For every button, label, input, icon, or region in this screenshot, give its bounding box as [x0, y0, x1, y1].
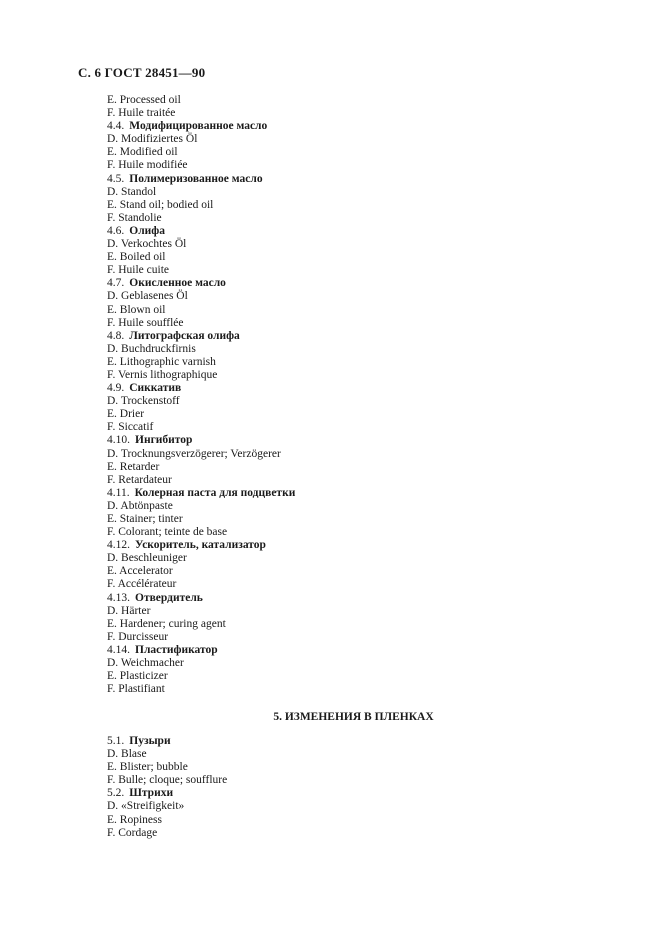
- translation-line: D. Geblasenes Öl: [107, 290, 188, 303]
- translation-line: E. Stand oil; bodied oil: [107, 198, 214, 211]
- term-heading: [107, 120, 295, 133]
- term-number: 4.7.: [107, 277, 125, 290]
- translation-line: E. Plasticizer: [107, 670, 168, 683]
- translation-line: D. Modifiziertes Öl: [107, 133, 198, 146]
- term-name: Полимеризованное масло: [129, 172, 263, 185]
- term-heading: [107, 539, 295, 552]
- term-number: 4.8.: [107, 329, 125, 342]
- term-number: 4.4.: [107, 120, 125, 133]
- translation-line: E. Lithographic varnish: [107, 355, 216, 368]
- translation-line: D. Trocknungsverzögerer; Verzögerer: [107, 447, 281, 460]
- term-number: 4.9.: [107, 382, 125, 395]
- term-number: 4.11.: [107, 486, 130, 499]
- translation-line: D. Standol: [107, 185, 157, 198]
- translation-line: F. Durcisseur: [107, 630, 169, 643]
- term-heading: [107, 330, 295, 343]
- term-name: Олифа: [129, 224, 165, 237]
- term-name: Модифицированное масло: [129, 120, 268, 133]
- translation-line: F. Accélérateur: [107, 578, 177, 591]
- translation-line: D. Verkochtes Öl: [107, 238, 187, 251]
- translation-line: E. Blown oil: [107, 303, 166, 316]
- term-heading: [107, 735, 227, 748]
- term-name: Штрихи: [129, 787, 174, 800]
- term-name: Отвердитель: [135, 591, 203, 604]
- translation-line: F. Plastifiant: [107, 683, 165, 696]
- term-number: 4.10.: [107, 434, 130, 447]
- term-name: Литографская олифа: [129, 329, 240, 342]
- translation-line: E. Hardener; curing agent: [107, 617, 226, 630]
- translation-line: D. Beschleuniger: [107, 552, 187, 565]
- term-heading: [107, 225, 295, 238]
- term-name: Пузыри: [129, 735, 171, 747]
- term-name: Окисленное масло: [129, 277, 226, 290]
- translation-line: E. Ropiness: [107, 813, 162, 826]
- term-number: 5.1.: [107, 735, 125, 747]
- translation-line: E. Boiled oil: [107, 251, 166, 264]
- term-number: 4.13.: [107, 591, 130, 604]
- term-heading: [107, 787, 227, 800]
- page-header: С. 6 ГОСТ 28451—90: [78, 65, 206, 80]
- translation-line: D. Buchdruckfirnis: [107, 342, 196, 355]
- term-number: 5.2.: [107, 787, 125, 800]
- translation-line: D. Abtönpaste: [107, 499, 173, 512]
- translation-line: D. Weichmacher: [107, 657, 184, 670]
- translation-line: E. Drier: [107, 408, 145, 421]
- term-number: 4.5.: [107, 172, 125, 185]
- translation-line: E. Stainer; tinter: [107, 513, 183, 525]
- term-heading: [107, 487, 295, 500]
- translation-line: E. Processed oil: [107, 94, 181, 106]
- translation-line: E. Retarder: [107, 460, 160, 473]
- translation-line: F. Huile soufflée: [107, 316, 184, 329]
- translation-line: D. Blase: [107, 748, 147, 761]
- translation-line: F. Cordage: [107, 826, 158, 839]
- term-number: 4.14.: [107, 643, 130, 656]
- term-number: 4.6.: [107, 224, 125, 237]
- terms-list-section-5: [107, 735, 227, 840]
- term-name: Ингибитор: [135, 434, 193, 447]
- translation-line: F. Vernis lithographique: [107, 368, 218, 381]
- term-name: Ускоритель, катализатор: [135, 539, 266, 552]
- translation-line: F. Bulle; cloque; soufflure: [107, 774, 228, 787]
- translation-line: E. Blister; bubble: [107, 761, 188, 774]
- term-heading: [107, 592, 295, 605]
- translation-line: F. Siccatif: [107, 421, 154, 434]
- term-heading: [107, 382, 295, 395]
- term-heading: [107, 277, 295, 290]
- translation-line: F. Huile cuite: [107, 264, 169, 277]
- term-heading: [107, 434, 295, 447]
- translation-line: D. Härter: [107, 604, 151, 617]
- term-name: Сиккатив: [129, 382, 182, 395]
- translation-line: E. Accelerator: [107, 565, 173, 578]
- section-title: 5. ИЗМЕНЕНИЯ В ПЛЕНКАХ: [273, 711, 434, 723]
- translation-line: E. Modified oil: [107, 146, 178, 159]
- translation-line: F. Colorant; teinte de base: [107, 526, 228, 539]
- translation-line: F. Huile traitée: [107, 107, 176, 120]
- translation-line: D. Trockenstoff: [107, 395, 180, 408]
- terms-list-section-4: [107, 94, 295, 696]
- term-heading: [107, 644, 295, 657]
- translation-line: D. «Streifigkeit»: [107, 800, 185, 813]
- translation-line: F. Huile modifiée: [107, 159, 188, 172]
- translation-line: F. Standolie: [107, 211, 162, 224]
- term-heading: [107, 173, 295, 186]
- translation-line: F. Retardateur: [107, 473, 172, 486]
- term-number: 4.12.: [107, 539, 130, 552]
- term-name: Пластификатор: [135, 643, 218, 656]
- term-name: Колерная паста для подцветки: [134, 486, 296, 499]
